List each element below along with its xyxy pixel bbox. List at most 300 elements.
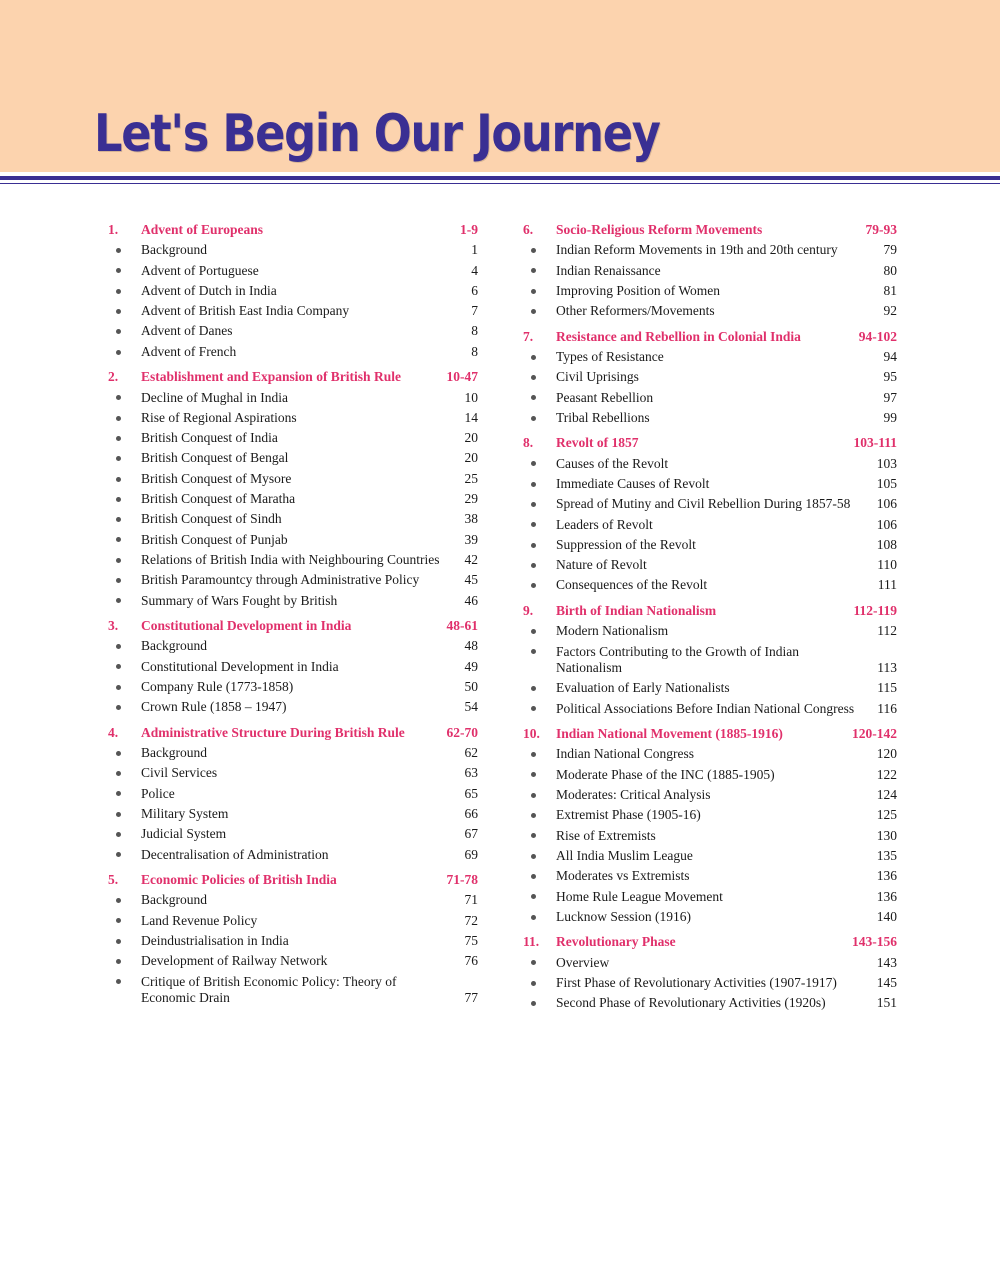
entry-page: 113 bbox=[877, 660, 897, 676]
chapter-title: Constitutional Development in India bbox=[141, 618, 352, 634]
entry-title: Extremist Phase (1905-16) bbox=[556, 807, 701, 823]
toc-entry[interactable] bbox=[523, 955, 897, 972]
toc-entry[interactable] bbox=[523, 746, 897, 763]
chapter-page-range: 62-70 bbox=[446, 724, 478, 740]
entry-page: 81 bbox=[883, 282, 897, 298]
bullet-icon bbox=[108, 638, 141, 655]
chapter-title: Birth of Indian Nationalism bbox=[556, 602, 717, 618]
bullet-icon bbox=[108, 344, 141, 361]
chapter-page-range: 120-142 bbox=[852, 726, 897, 742]
bullet-icon bbox=[523, 828, 556, 845]
entry-page: 25 bbox=[464, 470, 478, 486]
entry-page: 106 bbox=[876, 516, 897, 532]
entry-title: Development of Railway Network bbox=[141, 953, 328, 969]
entry-title: Advent of Dutch in India bbox=[141, 282, 277, 298]
entry-page: 62 bbox=[464, 745, 478, 761]
bullet-icon bbox=[523, 390, 556, 407]
entry-page: 112 bbox=[877, 623, 897, 639]
entry-page: 97 bbox=[883, 389, 897, 405]
entry-page: 29 bbox=[464, 491, 478, 507]
toc-entry[interactable] bbox=[108, 659, 478, 676]
entry-title: Crown Rule (1858 – 1947) bbox=[141, 699, 287, 715]
entry-title: Background bbox=[141, 745, 207, 761]
toc-entry[interactable] bbox=[523, 889, 897, 906]
toc-entry[interactable] bbox=[523, 909, 897, 926]
toc-entry[interactable] bbox=[108, 638, 478, 655]
bullet-icon bbox=[108, 303, 141, 320]
entry-title: Evaluation of Early Nationalists bbox=[556, 680, 730, 696]
toc-entry[interactable] bbox=[108, 786, 478, 803]
bullet-icon bbox=[108, 892, 141, 909]
chapter-title: Revolt of 1857 bbox=[556, 435, 639, 451]
bullet-icon bbox=[108, 263, 141, 280]
bullet-icon bbox=[108, 572, 141, 589]
bullet-icon bbox=[108, 552, 141, 569]
toc-entry[interactable] bbox=[523, 623, 897, 640]
bullet-icon bbox=[108, 242, 141, 259]
entry-title: Military System bbox=[141, 805, 229, 821]
bullet-icon bbox=[108, 430, 141, 447]
entry-title: Advent of French bbox=[141, 343, 237, 359]
toc-entry[interactable] bbox=[108, 430, 478, 447]
toc-entry[interactable] bbox=[108, 450, 478, 467]
toc-entry[interactable] bbox=[523, 283, 897, 300]
entry-title: British Conquest of Maratha bbox=[141, 491, 296, 507]
entry-page: 66 bbox=[464, 805, 478, 821]
toc-entry[interactable] bbox=[523, 787, 897, 804]
entry-title: All India Muslim League bbox=[556, 847, 693, 863]
entry-page: 45 bbox=[464, 572, 478, 588]
toc-entry[interactable] bbox=[108, 765, 478, 782]
entry-page: 69 bbox=[464, 846, 478, 862]
entry-page: 75 bbox=[464, 932, 478, 948]
entry-title: British Paramountcy through Administrative Policy bbox=[141, 572, 420, 588]
toc-entry[interactable] bbox=[108, 263, 478, 280]
bullet-icon bbox=[523, 349, 556, 366]
bullet-icon bbox=[108, 953, 141, 970]
entry-page: 143 bbox=[876, 954, 897, 970]
bullet-icon bbox=[523, 557, 556, 574]
entry-title: Leaders of Revolt bbox=[556, 516, 653, 532]
entry-page: 46 bbox=[464, 592, 478, 608]
entry-page: 80 bbox=[883, 262, 897, 278]
chapter-page-range: 112-119 bbox=[853, 602, 897, 618]
toc-entry[interactable] bbox=[108, 933, 478, 950]
entry-title: Nature of Revolt bbox=[556, 557, 647, 573]
bullet-icon bbox=[523, 263, 556, 280]
entry-title: Moderates: Critical Analysis bbox=[556, 787, 711, 803]
toc-entry[interactable] bbox=[108, 410, 478, 427]
entry-title: Decline of Mughal in India bbox=[141, 389, 288, 405]
chapter-heading[interactable] bbox=[523, 603, 897, 620]
chapter-page-range: 94-102 bbox=[858, 328, 897, 344]
entry-page: 1 bbox=[471, 242, 478, 258]
toc-entry[interactable] bbox=[108, 806, 478, 823]
entry-page: 135 bbox=[876, 847, 897, 863]
toc-entry[interactable] bbox=[523, 496, 897, 513]
bullet-icon bbox=[523, 955, 556, 972]
bullet-icon bbox=[523, 807, 556, 824]
entry-page: 99 bbox=[883, 409, 897, 425]
entry-page: 110 bbox=[877, 557, 897, 573]
toc-entry[interactable] bbox=[108, 471, 478, 488]
entry-page: 8 bbox=[471, 323, 478, 339]
entry-title: Deindustrialisation in India bbox=[141, 932, 289, 948]
bullet-icon bbox=[523, 909, 556, 926]
toc-entry[interactable] bbox=[523, 995, 897, 1012]
header-divider bbox=[0, 176, 1000, 180]
chapter-page-range: 103-111 bbox=[853, 435, 897, 451]
entry-page: 105 bbox=[876, 475, 897, 491]
entry-page: 122 bbox=[876, 766, 897, 782]
toc-entry[interactable] bbox=[108, 572, 478, 589]
toc-entry[interactable] bbox=[523, 390, 897, 407]
entry-title: Civil Uprisings bbox=[556, 369, 639, 385]
bullet-icon bbox=[523, 369, 556, 386]
entry-page: 116 bbox=[877, 700, 897, 716]
toc-entry[interactable] bbox=[108, 679, 478, 696]
entry-title: British Conquest of India bbox=[141, 430, 278, 446]
chapter-page-range: 1-9 bbox=[460, 222, 478, 237]
entry-title: Land Revenue Policy bbox=[141, 912, 258, 928]
entry-page: 125 bbox=[876, 807, 897, 823]
toc-entry[interactable] bbox=[108, 390, 478, 407]
entry-page: 14 bbox=[464, 409, 478, 425]
chapter-heading[interactable] bbox=[108, 369, 478, 386]
chapter-heading[interactable] bbox=[108, 725, 478, 742]
toc-entry[interactable] bbox=[523, 557, 897, 574]
toc-entry[interactable] bbox=[523, 410, 897, 427]
chapter-title: Establishment and Expansion of British Rule bbox=[141, 369, 401, 385]
entry-title: Immediate Causes of Revolt bbox=[556, 475, 710, 491]
toc-entry[interactable] bbox=[523, 807, 897, 824]
toc-entry[interactable] bbox=[108, 593, 478, 610]
entry-title: Other Reformers/Movements bbox=[556, 303, 715, 319]
chapter-number: 10. bbox=[523, 726, 540, 742]
entry-page: 92 bbox=[883, 303, 897, 319]
toc-entry[interactable] bbox=[108, 745, 478, 762]
bullet-icon bbox=[523, 577, 556, 594]
toc-entry[interactable] bbox=[108, 532, 478, 549]
chapter-page-range: 48-61 bbox=[446, 618, 478, 634]
toc-entry[interactable] bbox=[523, 517, 897, 534]
bullet-icon bbox=[523, 889, 556, 906]
chapter-number: 2. bbox=[108, 369, 119, 385]
entry-page: 8 bbox=[471, 343, 478, 359]
entry-title: British Conquest of Mysore bbox=[141, 470, 292, 486]
entry-title: British Conquest of Punjab bbox=[141, 531, 288, 547]
entry-title: Factors Contributing to the Growth of Indian Nationalism bbox=[556, 643, 799, 676]
entry-page: 71 bbox=[464, 892, 478, 908]
chapter-title: Indian National Movement (1885-1916) bbox=[556, 726, 783, 742]
toc-entry[interactable] bbox=[523, 975, 897, 992]
toc-left-column bbox=[108, 222, 478, 1007]
entry-page: 136 bbox=[876, 888, 897, 904]
bullet-icon bbox=[108, 390, 141, 407]
chapter-page-range: 143-156 bbox=[852, 934, 897, 950]
entry-title: Relations of British India with Neighbouring Countries bbox=[141, 551, 440, 567]
entry-page: 130 bbox=[876, 827, 897, 843]
toc-entry[interactable] bbox=[108, 913, 478, 930]
bullet-icon bbox=[108, 913, 141, 930]
toc-entry[interactable] bbox=[523, 303, 897, 320]
entry-page: 65 bbox=[464, 785, 478, 801]
entry-page: 38 bbox=[464, 511, 478, 527]
chapter-title: Socio-Religious Reform Movements bbox=[556, 222, 763, 237]
chapter-number: 9. bbox=[523, 602, 534, 618]
toc-entry[interactable] bbox=[108, 303, 478, 320]
bullet-icon bbox=[523, 517, 556, 534]
toc-entry[interactable] bbox=[108, 552, 478, 569]
entry-page: 95 bbox=[883, 369, 897, 385]
bullet-icon bbox=[523, 701, 556, 718]
entry-title: Indian National Congress bbox=[556, 746, 694, 762]
entry-title: Judicial System bbox=[141, 826, 227, 842]
chapter-number: 8. bbox=[523, 435, 534, 451]
bullet-icon bbox=[523, 476, 556, 493]
toc-entry[interactable] bbox=[523, 369, 897, 386]
toc-entry[interactable] bbox=[523, 577, 897, 594]
toc-entry[interactable] bbox=[523, 263, 897, 280]
bullet-icon bbox=[108, 491, 141, 508]
toc-entry[interactable] bbox=[523, 868, 897, 885]
toc-entry[interactable] bbox=[108, 511, 478, 528]
bullet-icon bbox=[108, 826, 141, 843]
toc-entry[interactable] bbox=[108, 826, 478, 843]
chapter-heading[interactable] bbox=[523, 329, 897, 346]
entry-title: Types of Resistance bbox=[556, 348, 664, 364]
entry-title: British Conquest of Sindh bbox=[141, 511, 282, 527]
toc-entry[interactable] bbox=[523, 242, 897, 259]
toc-entry[interactable] bbox=[523, 456, 897, 473]
bullet-icon bbox=[523, 283, 556, 300]
bullet-icon bbox=[108, 745, 141, 762]
entry-title: Consequences of the Revolt bbox=[556, 577, 708, 593]
bullet-icon bbox=[108, 471, 141, 488]
bullet-icon bbox=[108, 699, 141, 716]
chapter-page-range: 79-93 bbox=[865, 222, 897, 237]
entry-page: 79 bbox=[883, 242, 897, 258]
entry-title: Rise of Regional Aspirations bbox=[141, 409, 297, 425]
chapter-number: 4. bbox=[108, 724, 119, 740]
entry-page: 77 bbox=[464, 990, 478, 1005]
toc-entry[interactable] bbox=[523, 644, 897, 677]
entry-title: Background bbox=[141, 638, 207, 654]
entry-title: Spread of Mutiny and Civil Rebellion During 1857-58 bbox=[556, 496, 851, 512]
chapter-title: Economic Policies of British India bbox=[141, 872, 337, 888]
chapter-title: Advent of Europeans bbox=[141, 222, 264, 237]
entry-title: British Conquest of Bengal bbox=[141, 450, 289, 466]
entry-title: Rise of Extremists bbox=[556, 827, 656, 843]
bullet-icon bbox=[523, 496, 556, 513]
bullet-icon bbox=[108, 679, 141, 696]
chapter-heading[interactable] bbox=[523, 726, 897, 743]
toc-entry[interactable] bbox=[523, 349, 897, 366]
bullet-icon bbox=[523, 644, 556, 661]
entry-title: Critique of British Economic Policy: Theory of Economic Drain bbox=[141, 973, 397, 1005]
bullet-icon bbox=[523, 456, 556, 473]
toc-entry[interactable] bbox=[523, 848, 897, 865]
bullet-icon bbox=[108, 974, 141, 991]
entry-page: 50 bbox=[464, 678, 478, 694]
entry-page: 108 bbox=[876, 536, 897, 552]
entry-title: Home Rule League Movement bbox=[556, 888, 723, 904]
bullet-icon bbox=[108, 847, 141, 864]
bullet-icon bbox=[523, 680, 556, 697]
chapter-title: Resistance and Rebellion in Colonial India bbox=[556, 328, 801, 344]
bullet-icon bbox=[523, 975, 556, 992]
entry-page: 94 bbox=[883, 348, 897, 364]
entry-title: Company Rule (1773-1858) bbox=[141, 678, 294, 694]
toc-entry[interactable] bbox=[108, 242, 478, 259]
entry-page: 145 bbox=[876, 974, 897, 990]
entry-page: 151 bbox=[876, 995, 897, 1011]
toc-entry[interactable] bbox=[523, 701, 897, 718]
bullet-icon bbox=[108, 532, 141, 549]
entry-page: 136 bbox=[876, 868, 897, 884]
entry-page: 67 bbox=[464, 826, 478, 842]
entry-page: 115 bbox=[877, 680, 897, 696]
toc-entry[interactable] bbox=[523, 537, 897, 554]
chapter-title: Administrative Structure During British Rule bbox=[141, 724, 405, 740]
toc-entry[interactable] bbox=[523, 767, 897, 784]
bullet-icon bbox=[108, 410, 141, 427]
chapter-page-range: 10-47 bbox=[446, 369, 478, 385]
entry-title: Decentralisation of Administration bbox=[141, 846, 329, 862]
chapter-page-range: 71-78 bbox=[446, 872, 478, 888]
toc-entry[interactable] bbox=[523, 828, 897, 845]
toc-entry[interactable] bbox=[108, 847, 478, 864]
entry-title: Advent of Danes bbox=[141, 323, 233, 339]
entry-title: Peasant Rebellion bbox=[556, 389, 654, 405]
entry-title: Background bbox=[141, 242, 207, 258]
chapter-heading[interactable] bbox=[108, 222, 478, 239]
bullet-icon bbox=[108, 659, 141, 676]
entry-title: Moderate Phase of the INC (1885-1905) bbox=[556, 766, 775, 782]
bullet-icon bbox=[108, 593, 141, 610]
entry-title: Improving Position of Women bbox=[556, 282, 721, 298]
entry-title: Indian Reform Movements in 19th and 20th century bbox=[556, 242, 838, 258]
entry-title: Overview bbox=[556, 954, 610, 970]
entry-page: 6 bbox=[471, 282, 478, 298]
chapter-number: 1. bbox=[108, 222, 119, 237]
chapter-heading[interactable] bbox=[108, 618, 478, 635]
entry-title: Political Associations Before Indian National Congress bbox=[556, 700, 855, 716]
bullet-icon bbox=[523, 787, 556, 804]
entry-page: 49 bbox=[464, 658, 478, 674]
entry-page: 103 bbox=[876, 455, 897, 471]
chapter-number: 11. bbox=[523, 934, 540, 950]
toc-entry[interactable] bbox=[108, 323, 478, 340]
chapter-number: 7. bbox=[523, 328, 534, 344]
bullet-icon bbox=[523, 746, 556, 763]
entry-page: 76 bbox=[464, 953, 478, 969]
entry-title: Advent of Portuguese bbox=[141, 262, 259, 278]
entry-title: Lucknow Session (1916) bbox=[556, 908, 691, 924]
toc-entry[interactable] bbox=[108, 283, 478, 300]
entry-title: Causes of the Revolt bbox=[556, 455, 669, 471]
toc-entry[interactable] bbox=[108, 892, 478, 909]
chapter-number: 5. bbox=[108, 872, 119, 888]
entry-page: 20 bbox=[464, 430, 478, 446]
entry-page: 54 bbox=[464, 699, 478, 715]
entry-title: Suppression of the Revolt bbox=[556, 536, 696, 552]
entry-title: Moderates vs Extremists bbox=[556, 868, 690, 884]
bullet-icon bbox=[523, 537, 556, 554]
bullet-icon bbox=[108, 323, 141, 340]
entry-title: Tribal Rebellions bbox=[556, 409, 650, 425]
bullet-icon bbox=[523, 767, 556, 784]
entry-title: First Phase of Revolutionary Activities (1907-1917) bbox=[556, 974, 837, 990]
entry-page: 106 bbox=[876, 496, 897, 512]
chapter-heading[interactable] bbox=[523, 222, 897, 239]
chapter-title: Revolutionary Phase bbox=[556, 934, 676, 950]
entry-page: 7 bbox=[471, 303, 478, 319]
bullet-icon bbox=[108, 786, 141, 803]
entry-page: 111 bbox=[877, 577, 897, 593]
bullet-icon bbox=[523, 303, 556, 320]
entry-page: 42 bbox=[464, 551, 478, 567]
toc-entry[interactable] bbox=[523, 680, 897, 697]
entry-page: 10 bbox=[464, 389, 478, 405]
entry-title: Constitutional Development in India bbox=[141, 658, 339, 674]
bullet-icon bbox=[108, 933, 141, 950]
entry-title: Summary of Wars Fought by British bbox=[141, 592, 338, 608]
bullet-icon bbox=[523, 868, 556, 885]
toc-right-column bbox=[523, 222, 897, 1012]
page-title: Let's Begin Our Journey bbox=[94, 104, 660, 164]
bullet-icon bbox=[108, 283, 141, 300]
bullet-icon bbox=[108, 450, 141, 467]
toc-entry[interactable] bbox=[523, 476, 897, 493]
entry-page: 72 bbox=[464, 912, 478, 928]
entry-title: Modern Nationalism bbox=[556, 623, 669, 639]
entry-page: 140 bbox=[876, 908, 897, 924]
entry-page: 124 bbox=[876, 787, 897, 803]
toc-entry[interactable] bbox=[108, 344, 478, 361]
entry-page: 63 bbox=[464, 765, 478, 781]
chapter-heading[interactable] bbox=[523, 934, 897, 951]
toc-entry[interactable] bbox=[108, 699, 478, 716]
chapter-heading[interactable] bbox=[108, 872, 478, 889]
bullet-icon bbox=[523, 623, 556, 640]
bullet-icon bbox=[108, 511, 141, 528]
chapter-number: 3. bbox=[108, 618, 119, 634]
entry-title: Background bbox=[141, 892, 207, 908]
entry-page: 48 bbox=[464, 638, 478, 654]
entry-page: 20 bbox=[464, 450, 478, 466]
header-divider-thin bbox=[0, 183, 1000, 184]
entry-page: 120 bbox=[876, 746, 897, 762]
entry-title: Second Phase of Revolutionary Activities (1920s) bbox=[556, 995, 826, 1011]
bullet-icon bbox=[108, 765, 141, 782]
toc-entry[interactable] bbox=[108, 974, 478, 1007]
bullet-icon bbox=[108, 806, 141, 823]
bullet-icon bbox=[523, 995, 556, 1012]
bullet-icon bbox=[523, 848, 556, 865]
entry-title: Civil Services bbox=[141, 765, 218, 781]
entry-title: Police bbox=[141, 785, 175, 801]
bullet-icon bbox=[523, 242, 556, 259]
chapter-number: 6. bbox=[523, 222, 534, 237]
bullet-icon bbox=[523, 410, 556, 427]
toc-entry[interactable] bbox=[108, 953, 478, 970]
entry-page: 4 bbox=[471, 262, 478, 278]
chapter-heading[interactable] bbox=[523, 435, 897, 452]
toc-entry[interactable] bbox=[108, 491, 478, 508]
entry-title: Advent of British East India Company bbox=[141, 303, 350, 319]
entry-page: 39 bbox=[464, 531, 478, 547]
